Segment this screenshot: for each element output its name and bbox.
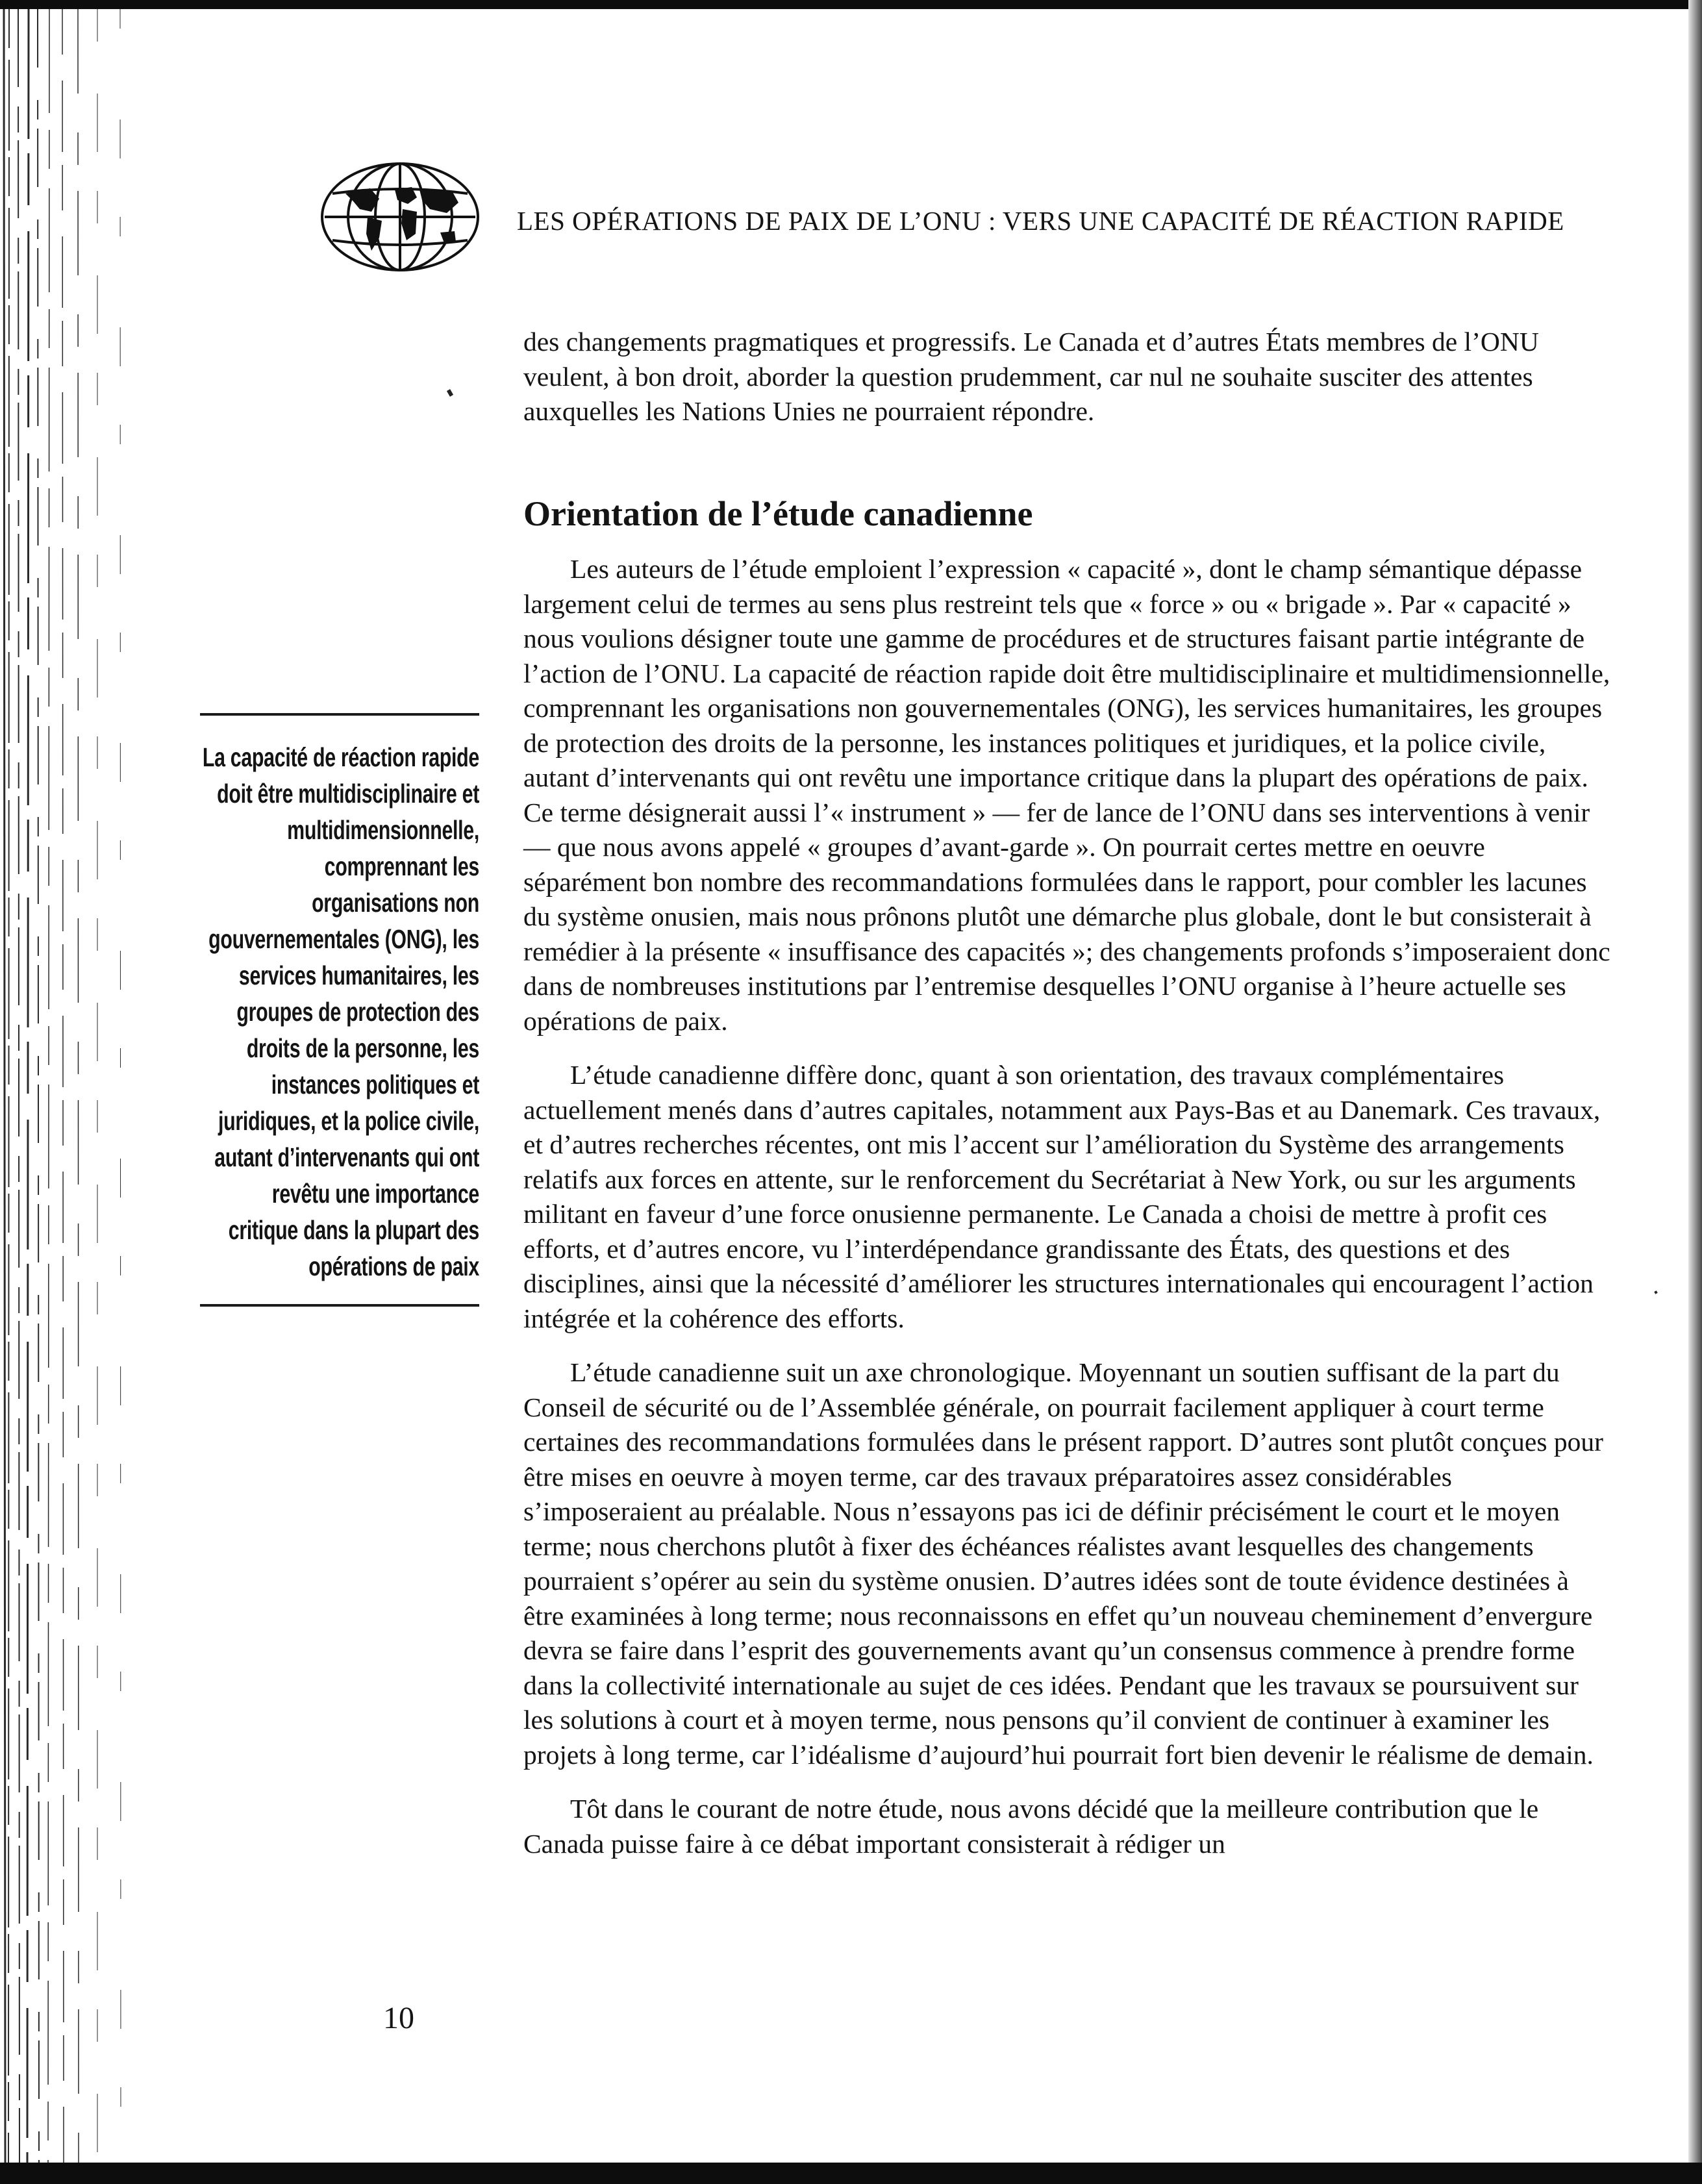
section-heading: Orientation de l’étude canadienne [523, 494, 1033, 533]
scan-top-edge [0, 0, 1702, 9]
scan-speck [447, 389, 453, 397]
scan-bottom-edge [0, 2163, 1702, 2184]
intro-block [523, 325, 1614, 449]
scan-speck [1654, 1290, 1657, 1294]
body-paragraph: Les auteurs de l’étude emploient l’expression « capacité », dont le champ sémantique dépasse largement celui de termes au sens plus restreint tels que « force » ou « brigade ». Par « capacité » nous voulions désigner toute une gamme de procédures et de structures faisant partie intégrante de l’action de l’ONU. La capacité de réaction rapide doit être multidisciplinaire et multidimensionnelle, comprennant les organisations non gouvernementales (ONG), les services humanitaires, les groupes de protection des droits de la personne, les instances politiques et juridiques, et la police civile, autant d’intervenants qui ont revêtu une importance critique dans la plupart des opérations de paix. Ce terme désignerait aussi l’« instrument » — fer de lance de l’ONU dans ses interventions à venir — que nous avons appelé « groupes d’avant-garde ». On pourrait certes mettre en oeuvre séparément bon nombre des recommandations formulées dans le rapport, pour combler les lacunes du système onusien, mais nous prônons plutôt une démarche plus globale, dont le but consisterait à remédier à la présente « insuffisance des capacités »; des changements profonds s’imposeraient donc dans de nombreuses institutions par l’entremise desquelles l’ONU organise à l’heure actuelle ses opérations de paix. [523, 554, 1610, 1036]
pull-quote-text: La capacité de réaction rapide doit être multidisciplinaire et multidimensionnelle, comprennant les organisations non gouvernementales (ONG), les services humanitaires, les groupes de protection des droits de la personne, les instances politiques et juridiques, et la police civile, autant d’intervenants qui ont revêtu une importance critique dans la plupart des opérations de paix [202, 742, 479, 1281]
body-paragraph: Tôt dans le courant de notre étude, nous avons décidé que la meilleure contribution que le Canada puisse faire à ce débat important consisterait à rédiger un [523, 1794, 1539, 1859]
intro-paragraph: des changements pragmatiques et progressifs. Le Canada et d’autres États membres de l’ONU veulent, à bon droit, aborder la question prudemment, car nul ne souhaite susciter des attentes auxquelles les Nations Unies ne pourraient répondre. [523, 327, 1539, 426]
scan-right-edge [1688, 0, 1702, 2184]
body-paragraph: L’étude canadienne suit un axe chronologique. Moyennant un soutien suffisant de la part du Conseil de sécurité ou de l’Assemblée générale, on pourrait facilement appliquer à court terme certaines des recommandations formulées dans le présent rapport. D’autres sont plutôt conçues pour être mises en oeuvre à moyen terme, car des travaux préparatoires assez considérables s’imposeraient au préalable. Nous n’essayons pas ici de définir précisément le court et le moyen terme; nous cherchons plutôt à fixer des échéances réalistes avant lesquelles des changements pourraient s’opérer au sein du système onusien. D’autres idées sont de toute évidence destinées à être examinées à long terme; nous reconnaissons en effet qu’un nouveau cheminement d’envergure devra se faire dans l’esprit des gouvernements avant qu’un consensus commence à prendre forme dans la collectivité internationale au sujet de ces idées. Pendant que les travaux se poursuivent sur les solutions à court et à moyen terme, nous pensons qu’il convient de continuer à examiner les projets à long terme, car l’idéalisme d’aujourd’hui pourrait fort bien devenir le réalisme de demain. [523, 1357, 1603, 1770]
globe-icon [319, 161, 481, 273]
pull-quote-top-rule [200, 713, 479, 716]
pull-quote-bottom-rule [200, 1304, 479, 1307]
binding-edge [0, 9, 140, 2163]
section-body [523, 552, 1614, 1881]
body-paragraph: L’étude canadienne diffère donc, quant à son orientation, des travaux complémentaires actuellement menés dans d’autres capitales, notamment aux Pays-Bas et au Danemark. Ces travaux, et d’autres recherches récentes, ont mis l’accent sur l’amélioration du Système des arrangements relatifs aux forces en attente, sur le renforcement du Secrétariat à New York, ou sur les arguments militant en faveur d’une force onusienne permanente. Le Canada a choisi de mettre à profit ces efforts, et d’autres encore, vu l’interdépendance grandissante des États, des questions et des disciplines, ainsi que la nécessité d’améliorer les structures internationales qui encouragent l’action intégrée et la cohérence des efforts. [523, 1060, 1601, 1333]
page-number: 10 [383, 2001, 414, 2035]
pull-quote [200, 713, 479, 1307]
running-header-title: LES OPÉRATIONS DE PAIX DE L’ONU : VERS UNE CAPACITÉ DE RÉACTION RAPIDE [517, 206, 1564, 236]
